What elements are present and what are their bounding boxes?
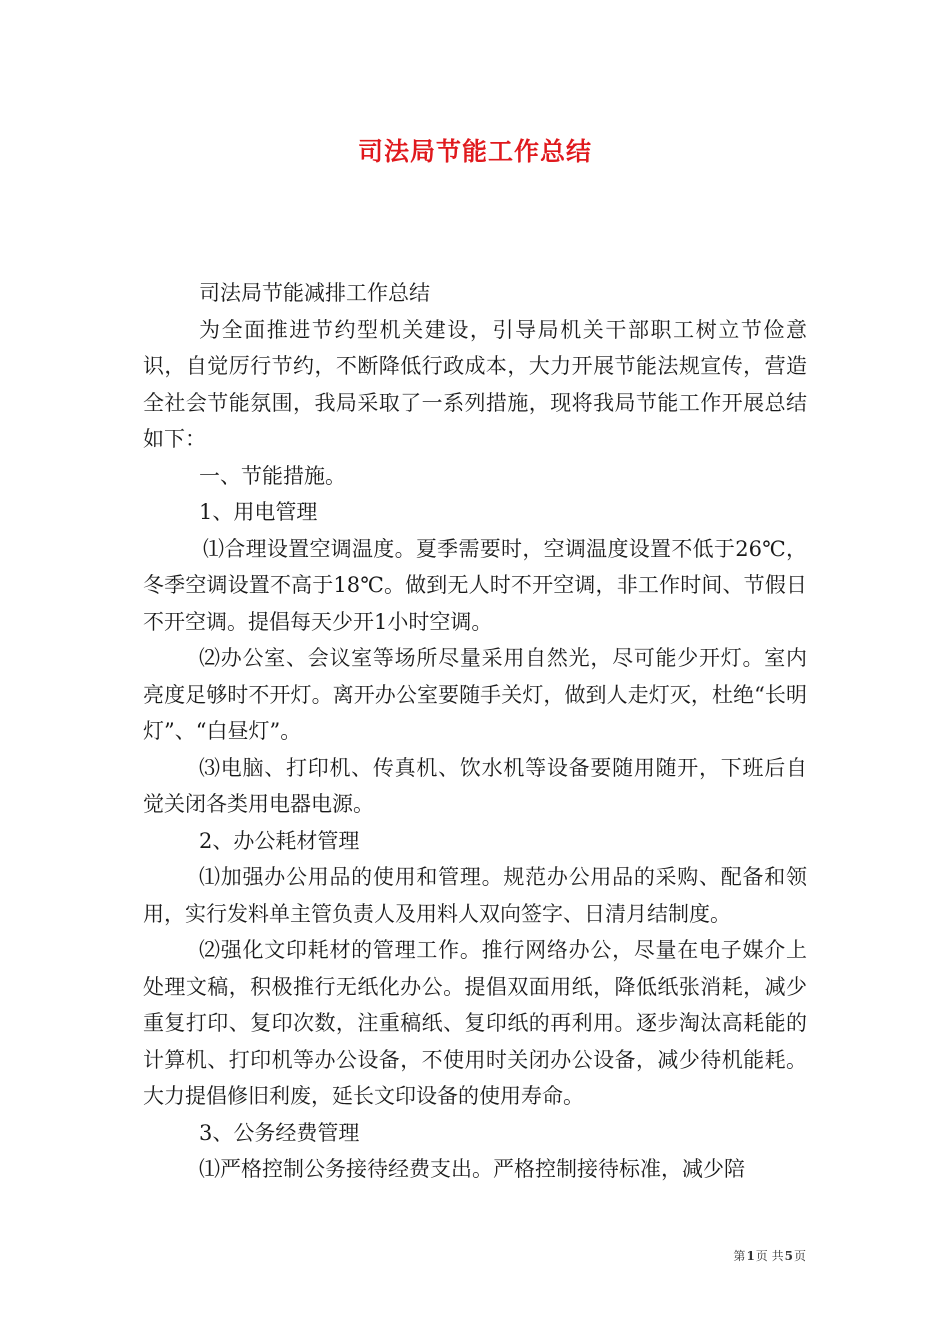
paragraph: ⑶电脑、打印机、传真机、饮水机等设备要随用随开，下班后自觉关闭各类用电器电源。 xyxy=(143,755,807,816)
page-number xyxy=(732,1247,807,1264)
document-body xyxy=(143,275,807,1188)
footer-current-page: 1 xyxy=(746,1249,755,1263)
subsection-heading: 1、用电管理 xyxy=(199,500,318,524)
paragraph: 为全面推进节约型机关建设，引导局机关干部职工树立节俭意识，自觉厉行节约，不断降低行政成本，大力开展节能法规宣传，营造全社会节能氛围，我局采取了一系列措施，现将我局节能工作开展总结如下： xyxy=(143,317,807,451)
paragraph: ⑵强化文印耗材的管理工作。推行网络办公，尽量在电子媒介上处理文稿，积极推行无纸化办公。提倡双面用纸，降低纸张消耗，减少重复打印、复印次数，注重稿纸、复印纸的再利用。逐步淘汰高耗能的计算机、打印机等办公设备，不使用时关闭办公设备，减少待机能耗。大力提倡修旧利废，延长文印设备的使用寿命。 xyxy=(143,938,807,1108)
paragraph: ⑴严格控制公务接待经费支出。严格控制接待标准，减少陪 xyxy=(199,1157,745,1181)
paragraph: ⑴合理设置空调温度。夏季需要时，空调温度设置不低于26℃，冬季空调设置不高于18℃。做到无人时不开空调，非工作时间、节假日不开空调。提倡每天少开1小时空调。 xyxy=(143,536,807,634)
footer-label-page: 第 xyxy=(733,1249,746,1263)
paragraph: ⑵办公室、会议室等场所尽量采用自然光，尽可能少开灯。室内亮度足够时不开灯。离开办公室要随手关灯，做到人走灯灭，杜绝“长明灯”、“白昼灯”。 xyxy=(143,646,807,743)
subsection-heading: 2、办公耗材管理 xyxy=(199,828,360,853)
paragraph: ⑴加强办公用品的使用和管理。规范办公用品的采购、配备和领用，实行发料单主管负责人及用料人双向签字、日清月结制度。 xyxy=(143,865,807,926)
section-heading: 一、节能措施。 xyxy=(199,463,346,488)
footer-label-end: 页 xyxy=(793,1249,806,1263)
footer-total-pages: 5 xyxy=(784,1249,793,1263)
subsection-heading: 3、公务经费管理 xyxy=(199,1120,360,1145)
footer-label-of: 页 共 xyxy=(755,1249,784,1263)
paragraph: 司法局节能减排工作总结 xyxy=(199,281,430,305)
document-title: 司法局节能工作总结 xyxy=(357,137,592,166)
